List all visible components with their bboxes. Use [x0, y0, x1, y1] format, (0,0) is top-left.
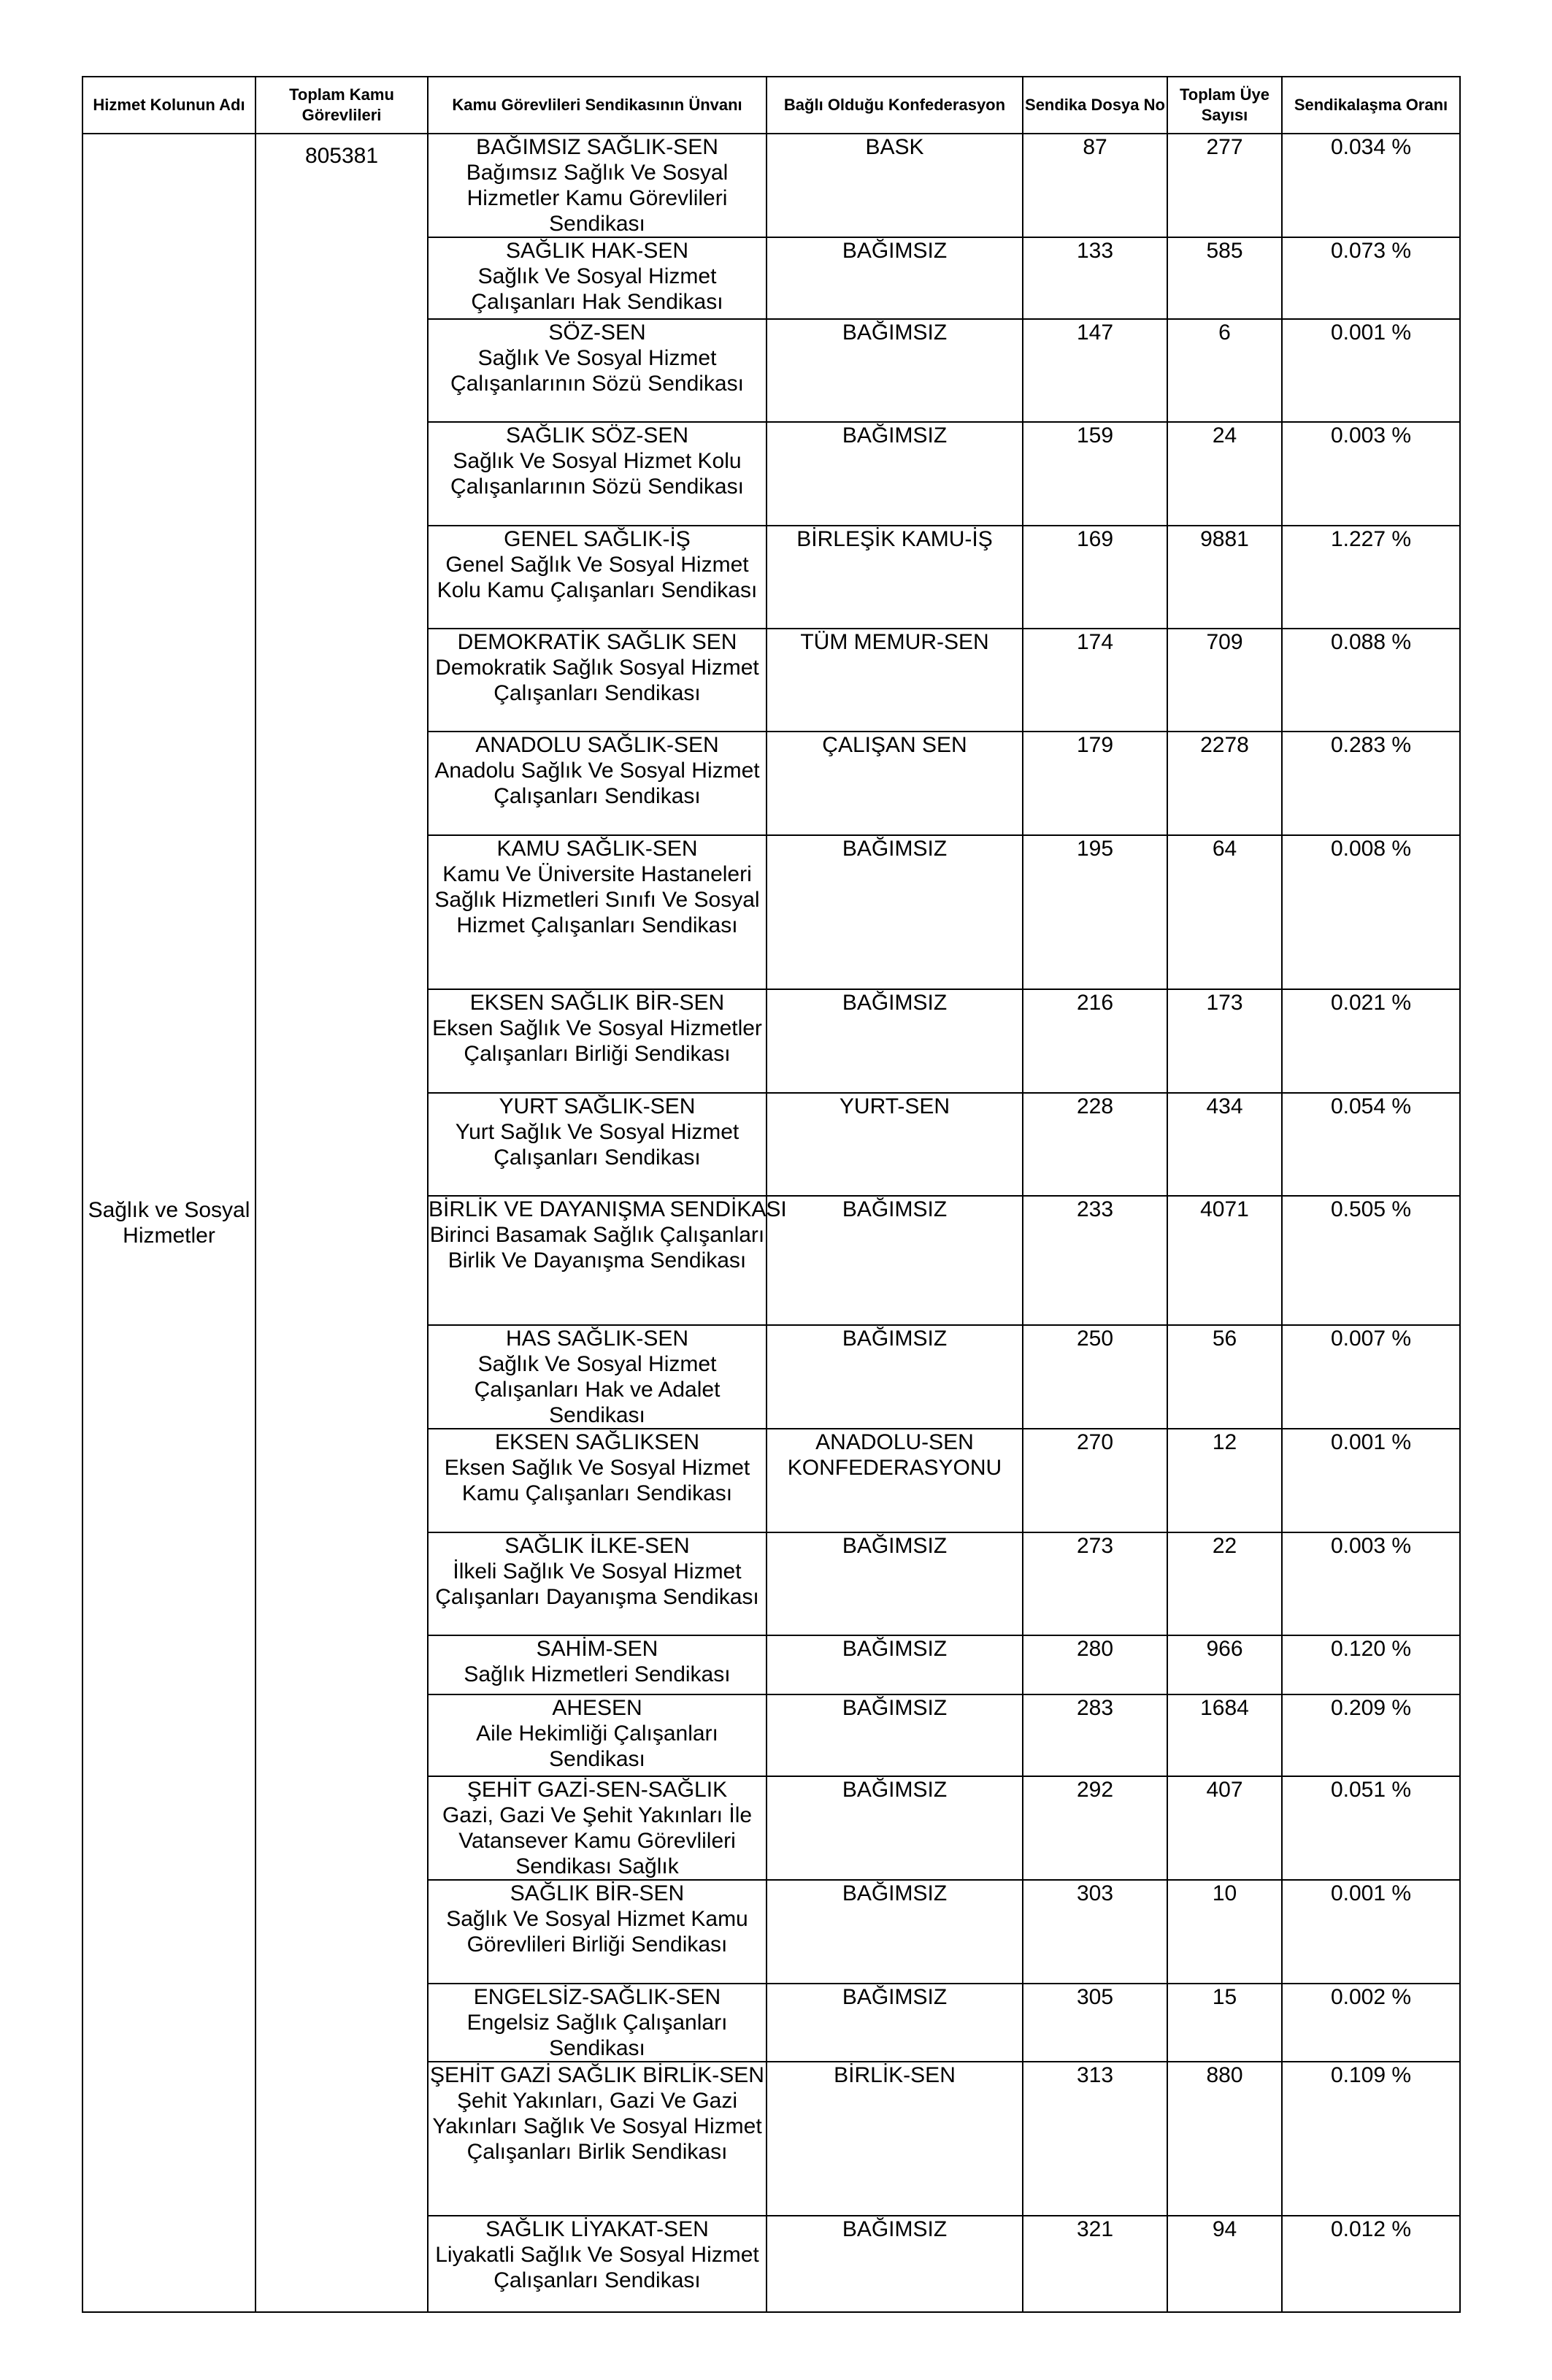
union-full-name: Sağlık Ve Sosyal Hizmet Çalışanları Hak Sendikası — [471, 264, 723, 315]
unionization-rate-cell: 0.003 % — [1282, 1532, 1460, 1635]
confederation-cell: BAĞIMSIZ — [767, 1532, 1023, 1635]
member-count-cell: 173 — [1167, 989, 1282, 1092]
member-count-cell: 56 — [1167, 1325, 1282, 1429]
unionization-rate-cell: 0.001 % — [1282, 319, 1460, 422]
union-abbreviation: SAĞLIK SÖZ-SEN — [505, 423, 689, 448]
union-title-cell — [428, 1532, 767, 1635]
header-union-title: Kamu Görevlileri Sendikasının Ünvanı — [428, 77, 767, 134]
unionization-rate-cell: 0.109 % — [1282, 2062, 1460, 2216]
unionization-rate-cell: 0.073 % — [1282, 237, 1460, 318]
union-abbreviation: GENEL SAĞLIK-İŞ — [504, 526, 691, 551]
union-title-cell — [428, 319, 767, 422]
union-abbreviation: EKSEN SAĞLIKSEN — [494, 1430, 700, 1455]
file-no-cell: 216 — [1023, 989, 1167, 1092]
header-unionization-rate: Sendikalaşma Oranı — [1282, 77, 1460, 134]
header-total-public-servants: Toplam Kamu Görevlileri — [256, 77, 428, 134]
union-title-cell — [428, 835, 767, 990]
union-title-cell — [428, 1694, 767, 1776]
confederation-cell: BAĞIMSIZ — [767, 1694, 1023, 1776]
union-abbreviation: SAĞLIK İLKE-SEN — [504, 1533, 690, 1558]
confederation-cell: BAĞIMSIZ — [767, 2216, 1023, 2312]
union-statistics-table — [82, 76, 1461, 2313]
union-abbreviation: ŞEHİT GAZİ SAĞLIK BİRLİK-SEN — [430, 2062, 764, 2087]
file-no-cell: 321 — [1023, 2216, 1167, 2312]
file-no-cell: 292 — [1023, 1776, 1167, 1880]
confederation-cell: BAĞIMSIZ — [767, 1880, 1023, 1983]
file-no-cell: 283 — [1023, 1694, 1167, 1776]
confederation-cell: BAĞIMSIZ — [767, 1325, 1023, 1429]
union-full-name: Engelsiz Sağlık Çalışanları Sendikası — [466, 2010, 728, 2060]
member-count-cell: 24 — [1167, 422, 1282, 525]
total-public-servants-cell: 805381 — [256, 134, 428, 2312]
member-count-cell: 12 — [1167, 1429, 1282, 1532]
file-no-cell: 228 — [1023, 1093, 1167, 1196]
union-title-cell — [428, 732, 767, 834]
union-title-cell — [428, 1325, 767, 1429]
confederation-cell: BAĞIMSIZ — [767, 319, 1023, 422]
service-name-cell: Sağlık ve Sosyal Hizmetler — [82, 134, 256, 2312]
confederation-cell: TÜM MEMUR-SEN — [767, 629, 1023, 732]
union-full-name: Genel Sağlık Ve Sosyal Hizmet Kolu Kamu Çalışanları Sendikası — [437, 552, 758, 602]
unionization-rate-cell: 0.012 % — [1282, 2216, 1460, 2312]
confederation-cell: BAĞIMSIZ — [767, 835, 1023, 990]
member-count-cell: 1684 — [1167, 1694, 1282, 1776]
unionization-rate-cell: 0.021 % — [1282, 989, 1460, 1092]
confederation-cell: BİRLEŞİK KAMU-İŞ — [767, 526, 1023, 629]
union-full-name: Gazi, Gazi Ve Şehit Yakınları İle Vatansever Kamu Görevlileri Sendikası Sağlık — [442, 1803, 753, 1878]
file-no-cell: 233 — [1023, 1196, 1167, 1325]
union-abbreviation: SÖZ-SEN — [548, 320, 646, 345]
union-full-name: Eksen Sağlık Ve Sosyal Hizmet Kamu Çalışanları Sendikası — [444, 1456, 750, 1506]
union-abbreviation: EKSEN SAĞLIK BİR-SEN — [469, 991, 725, 1016]
confederation-cell: BAĞIMSIZ — [767, 1635, 1023, 1694]
member-count-cell: 64 — [1167, 835, 1282, 990]
file-no-cell: 250 — [1023, 1325, 1167, 1429]
unionization-rate-cell: 0.008 % — [1282, 835, 1460, 990]
union-full-name: Birinci Basamak Sağlık Çalışanları Birlik Ve Dayanışma Sendikası — [429, 1223, 765, 1273]
file-no-cell: 195 — [1023, 835, 1167, 990]
unionization-rate-cell: 0.209 % — [1282, 1694, 1460, 1776]
unionization-rate-cell: 0.283 % — [1282, 732, 1460, 834]
file-no-cell: 313 — [1023, 2062, 1167, 2216]
union-title-cell — [428, 989, 767, 1092]
member-count-cell: 585 — [1167, 237, 1282, 318]
member-count-cell: 6 — [1167, 319, 1282, 422]
union-full-name: Yurt Sağlık Ve Sosyal Hizmet Çalışanları Sendikası — [455, 1119, 739, 1170]
union-abbreviation: SAĞLIK LİYAKAT-SEN — [485, 2217, 709, 2242]
union-title-cell — [428, 1196, 787, 1325]
file-no-cell: 87 — [1023, 134, 1167, 237]
file-no-cell: 147 — [1023, 319, 1167, 422]
confederation-cell: ANADOLU-SEN KONFEDERASYONU — [767, 1429, 1023, 1532]
confederation-cell: BAĞIMSIZ — [767, 989, 1023, 1092]
union-abbreviation: SAHİM-SEN — [536, 1637, 658, 1662]
member-count-cell: 880 — [1167, 2062, 1282, 2216]
file-no-cell: 270 — [1023, 1429, 1167, 1532]
union-title-cell — [428, 2216, 767, 2312]
table-header-row — [82, 77, 1460, 134]
union-abbreviation: SAĞLIK HAK-SEN — [505, 239, 689, 264]
confederation-cell: YURT-SEN — [767, 1093, 1023, 1196]
member-count-cell: 22 — [1167, 1532, 1282, 1635]
unionization-rate-cell: 0.034 % — [1282, 134, 1460, 237]
file-no-cell: 169 — [1023, 526, 1167, 629]
unionization-rate-cell: 0.505 % — [1282, 1196, 1460, 1325]
unionization-rate-cell: 0.054 % — [1282, 1093, 1460, 1196]
unionization-rate-cell: 0.007 % — [1282, 1325, 1460, 1429]
member-count-cell: 434 — [1167, 1093, 1282, 1196]
file-no-cell: 174 — [1023, 629, 1167, 732]
union-abbreviation: AHESEN — [552, 1696, 642, 1721]
confederation-cell: BASK — [767, 134, 1023, 237]
union-full-name: Sağlık Ve Sosyal Hizmet Kamu Görevlileri Birliği Sendikası — [446, 1907, 748, 1957]
file-no-cell: 179 — [1023, 732, 1167, 834]
union-full-name: İlkeli Sağlık Ve Sosyal Hizmet Çalışanları Dayanışma Sendikası — [435, 1559, 759, 1609]
union-full-name: Sağlık Hizmetleri Sendikası — [464, 1662, 731, 1687]
union-title-cell — [428, 2062, 767, 2216]
union-full-name: Sağlık Ve Sosyal Hizmet Kolu Çalışanlarının Sözü Sendikası — [450, 449, 744, 499]
header-file-no: Sendika Dosya No — [1023, 77, 1167, 134]
member-count-cell: 9881 — [1167, 526, 1282, 629]
union-abbreviation: SAĞLIK BİR-SEN — [510, 1881, 685, 1906]
union-full-name: Sağlık Ve Sosyal Hizmet Çalışanları Hak ve Adalet Sendikası — [474, 1351, 721, 1427]
confederation-cell: ÇALIŞAN SEN — [767, 732, 1023, 834]
unionization-rate-cell: 0.088 % — [1282, 629, 1460, 732]
union-title-cell — [428, 1635, 767, 1694]
unionization-rate-cell: 0.001 % — [1282, 1429, 1460, 1532]
confederation-cell: BAĞIMSIZ — [767, 1196, 1023, 1325]
member-count-cell: 277 — [1167, 134, 1282, 237]
union-title-cell — [428, 629, 767, 732]
union-abbreviation: ENGELSİZ-SAĞLIK-SEN — [473, 1984, 721, 2009]
union-abbreviation: DEMOKRATİK SAĞLIK SEN — [457, 630, 737, 655]
member-count-cell: 15 — [1167, 1984, 1282, 2062]
file-no-cell: 273 — [1023, 1532, 1167, 1635]
union-full-name: Bağımsız Sağlık Ve Sosyal Hizmetler Kamu Görevlileri Sendikası — [466, 161, 729, 236]
union-title-cell — [428, 134, 767, 237]
union-full-name: Şehit Yakınları, Gazi Ve Gazi Yakınları Sağlık Ve Sosyal Hizmet Çalışanları Birlik Sendikası — [432, 2088, 762, 2164]
header-service-name: Hizmet Kolunun Adı — [82, 77, 256, 134]
union-title-cell — [428, 526, 767, 629]
member-count-cell: 10 — [1167, 1880, 1282, 1983]
union-abbreviation: KAMU SAĞLIK-SEN — [496, 836, 698, 861]
union-title-cell — [428, 1776, 767, 1880]
confederation-cell: BAĞIMSIZ — [767, 237, 1023, 318]
union-full-name: Anadolu Sağlık Ve Sosyal Hizmet Çalışanları Sendikası — [434, 759, 760, 809]
union-statistics-document — [82, 76, 1459, 2313]
union-full-name: Aile Hekimliği Çalışanları Sendikası — [476, 1721, 718, 1772]
member-count-cell: 4071 — [1167, 1196, 1282, 1325]
unionization-rate-cell: 1.227 % — [1282, 526, 1460, 629]
union-abbreviation: ANADOLU SAĞLIK-SEN — [475, 733, 719, 758]
union-title-cell — [428, 1429, 767, 1532]
union-title-cell — [428, 422, 767, 525]
member-count-cell: 2278 — [1167, 732, 1282, 834]
union-full-name: Liyakatli Sağlık Ve Sosyal Hizmet Çalışanları Sendikası — [435, 2243, 759, 2293]
union-title-cell — [428, 1880, 767, 1983]
table-row — [82, 134, 1460, 237]
union-full-name: Sağlık Ve Sosyal Hizmet Çalışanlarının Sözü Sendikası — [450, 345, 744, 396]
unionization-rate-cell: 0.051 % — [1282, 1776, 1460, 1880]
member-count-cell: 966 — [1167, 1635, 1282, 1694]
union-abbreviation: ŞEHİT GAZİ-SEN-SAĞLIK — [466, 1777, 728, 1802]
union-full-name: Eksen Sağlık Ve Sosyal Hizmetler Çalışanları Birliği Sendikası — [432, 1016, 762, 1067]
union-full-name: Demokratik Sağlık Sosyal Hizmet Çalışanları Sendikası — [435, 656, 759, 706]
union-abbreviation: YURT SAĞLIK-SEN — [499, 1094, 696, 1118]
file-no-cell: 280 — [1023, 1635, 1167, 1694]
member-count-cell: 94 — [1167, 2216, 1282, 2312]
header-confederation: Bağlı Olduğu Konfederasyon — [767, 77, 1023, 134]
union-abbreviation: HAS SAĞLIK-SEN — [505, 1326, 689, 1351]
member-count-cell: 709 — [1167, 629, 1282, 732]
file-no-cell: 305 — [1023, 1984, 1167, 2062]
header-member-count: Toplam Üye Sayısı — [1167, 77, 1282, 134]
unionization-rate-cell: 0.003 % — [1282, 422, 1460, 525]
file-no-cell: 159 — [1023, 422, 1167, 525]
confederation-cell: BAĞIMSIZ — [767, 422, 1023, 525]
union-full-name: Kamu Ve Üniversite Hastaneleri Sağlık Hizmetleri Sınıfı Ve Sosyal Hizmet Çalışanları Sendikası — [434, 861, 760, 937]
unionization-rate-cell: 0.120 % — [1282, 1635, 1460, 1694]
union-title-cell — [428, 237, 767, 318]
confederation-cell: BAĞIMSIZ — [767, 1776, 1023, 1880]
union-abbreviation: BİRLİK VE DAYANIŞMA SENDİKASI — [429, 1197, 787, 1222]
file-no-cell: 303 — [1023, 1880, 1167, 1983]
file-no-cell: 133 — [1023, 237, 1167, 318]
union-title-cell — [428, 1984, 767, 2062]
unionization-rate-cell: 0.002 % — [1282, 1984, 1460, 2062]
confederation-cell: BAĞIMSIZ — [767, 1984, 1023, 2062]
union-title-cell — [428, 1093, 767, 1196]
unionization-rate-cell: 0.001 % — [1282, 1880, 1460, 1983]
confederation-cell: BİRLİK-SEN — [767, 2062, 1023, 2216]
union-abbreviation: BAĞIMSIZ SAĞLIK-SEN — [476, 135, 718, 159]
member-count-cell: 407 — [1167, 1776, 1282, 1880]
